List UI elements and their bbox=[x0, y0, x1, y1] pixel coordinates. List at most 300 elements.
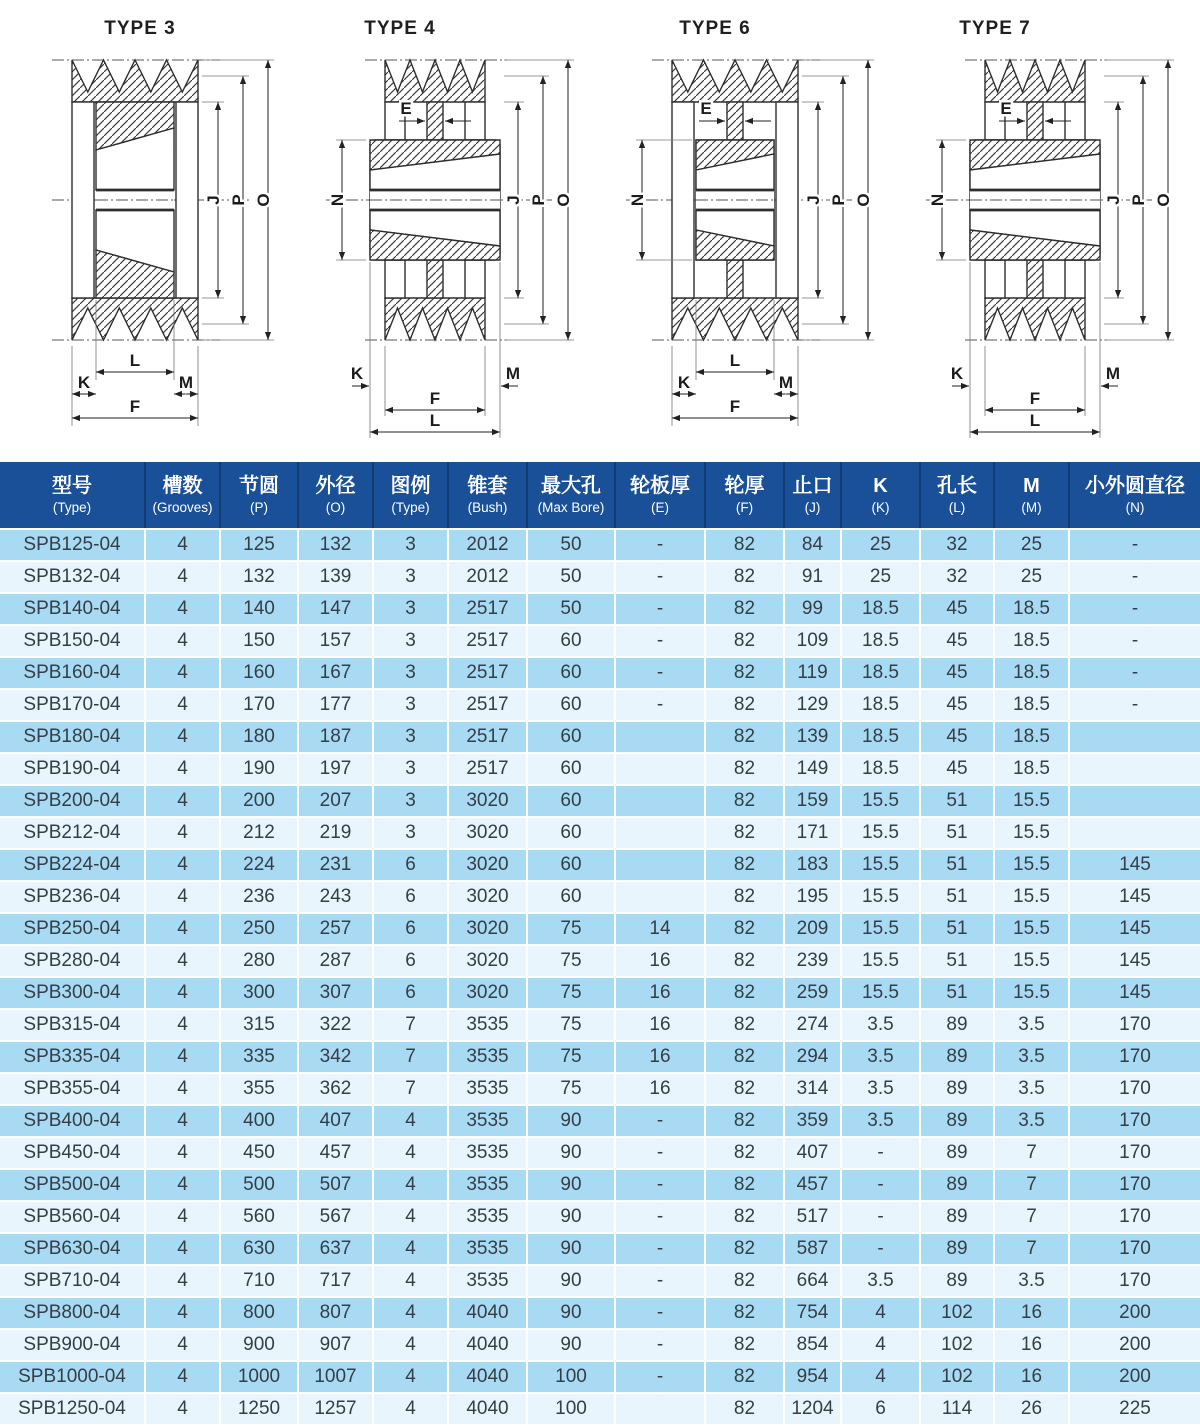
table-row bbox=[0, 817, 1200, 849]
model-cell: SPB710-04 bbox=[0, 1265, 145, 1297]
table-cell: 3.5 bbox=[841, 1041, 920, 1073]
table-cell: 3.5 bbox=[994, 1073, 1069, 1105]
svg-text:K: K bbox=[350, 364, 364, 383]
table-cell: - bbox=[1069, 561, 1200, 593]
table-cell: 200 bbox=[1069, 1361, 1200, 1393]
column-header bbox=[1069, 462, 1200, 529]
table-cell: 259 bbox=[784, 977, 841, 1009]
table-row bbox=[0, 945, 1200, 977]
table-cell: 3020 bbox=[448, 817, 527, 849]
table-cell: - bbox=[841, 1137, 920, 1169]
svg-text:P: P bbox=[829, 194, 848, 206]
column-header-en: (J) bbox=[804, 499, 821, 515]
table-cell: 159 bbox=[784, 785, 841, 817]
table-cell: 145 bbox=[1069, 849, 1200, 881]
svg-text:F: F bbox=[429, 389, 441, 408]
column-header-zh: 轮板厚 bbox=[630, 474, 690, 497]
table-cell: 50 bbox=[527, 529, 615, 561]
table-cell: 2517 bbox=[448, 625, 527, 657]
table-cell: - bbox=[1069, 529, 1200, 561]
table-cell: - bbox=[1069, 593, 1200, 625]
table-cell: 90 bbox=[527, 1137, 615, 1169]
table-row bbox=[0, 849, 1200, 881]
column-header bbox=[220, 462, 298, 529]
table-cell: 250 bbox=[220, 913, 298, 945]
table-cell: 183 bbox=[784, 849, 841, 881]
table-cell: 18.5 bbox=[841, 689, 920, 721]
table-cell: 3020 bbox=[448, 945, 527, 977]
table-cell: 322 bbox=[298, 1009, 373, 1041]
column-header-en: (E) bbox=[651, 499, 669, 515]
table-cell: 3.5 bbox=[841, 1265, 920, 1297]
table-row bbox=[0, 1137, 1200, 1169]
svg-text:O: O bbox=[854, 193, 873, 207]
table-cell: 315 bbox=[220, 1009, 298, 1041]
table-cell: 90 bbox=[527, 1297, 615, 1329]
model-cell: SPB140-04 bbox=[0, 593, 145, 625]
table-cell: 60 bbox=[527, 849, 615, 881]
model-cell: SPB1000-04 bbox=[0, 1361, 145, 1393]
table-cell: - bbox=[1069, 689, 1200, 721]
column-header bbox=[705, 462, 784, 529]
table-cell: 99 bbox=[784, 593, 841, 625]
table-cell: 82 bbox=[705, 1105, 784, 1137]
model-cell: SPB800-04 bbox=[0, 1297, 145, 1329]
table-cell: 90 bbox=[527, 1169, 615, 1201]
model-cell: SPB500-04 bbox=[0, 1169, 145, 1201]
table-cell: 170 bbox=[1069, 1169, 1200, 1201]
table-cell: 75 bbox=[527, 945, 615, 977]
svg-text:F: F bbox=[1029, 389, 1041, 408]
column-header-zh: 最大孔 bbox=[541, 474, 601, 497]
table-cell: 3535 bbox=[448, 1041, 527, 1073]
table-row bbox=[0, 977, 1200, 1009]
table-cell: 4 bbox=[145, 625, 220, 657]
table-cell: 140 bbox=[220, 593, 298, 625]
table-cell: 4040 bbox=[448, 1297, 527, 1329]
model-cell: SPB250-04 bbox=[0, 913, 145, 945]
model-cell: SPB236-04 bbox=[0, 881, 145, 913]
table-cell: 90 bbox=[527, 1329, 615, 1361]
table-cell: 15.5 bbox=[841, 785, 920, 817]
svg-text:N: N bbox=[928, 193, 947, 207]
table-row bbox=[0, 1329, 1200, 1361]
table-cell: 51 bbox=[920, 913, 994, 945]
table-cell: 4040 bbox=[448, 1361, 527, 1393]
model-cell: SPB560-04 bbox=[0, 1201, 145, 1233]
table-cell: 4 bbox=[145, 1201, 220, 1233]
table-cell bbox=[615, 785, 705, 817]
table-cell: 45 bbox=[920, 689, 994, 721]
table-row bbox=[0, 1233, 1200, 1265]
table-cell: 7 bbox=[373, 1041, 448, 1073]
table-cell: 4 bbox=[145, 1265, 220, 1297]
column-header-zh: 锥套 bbox=[467, 474, 508, 497]
table-row bbox=[0, 1361, 1200, 1393]
svg-text:M: M bbox=[778, 373, 794, 392]
svg-text:E: E bbox=[1000, 99, 1012, 118]
table-cell: 170 bbox=[1069, 1105, 1200, 1137]
table-cell: 4 bbox=[145, 1169, 220, 1201]
table-cell: 355 bbox=[220, 1073, 298, 1105]
table-cell: 407 bbox=[784, 1137, 841, 1169]
svg-text:F: F bbox=[129, 397, 141, 416]
table-cell: 149 bbox=[784, 753, 841, 785]
table-cell: 82 bbox=[705, 913, 784, 945]
diagram-type-7 bbox=[900, 0, 1200, 462]
table-cell: 167 bbox=[298, 657, 373, 689]
table-cell: 82 bbox=[705, 1169, 784, 1201]
table-cell: 4 bbox=[145, 561, 220, 593]
table-cell: 82 bbox=[705, 785, 784, 817]
table-cell: - bbox=[615, 1233, 705, 1265]
svg-text:N: N bbox=[328, 193, 347, 207]
table-cell: 4 bbox=[373, 1297, 448, 1329]
table-cell: 60 bbox=[527, 721, 615, 753]
table-cell: 18.5 bbox=[841, 593, 920, 625]
table-cell: 15.5 bbox=[994, 817, 1069, 849]
table-cell: 32 bbox=[920, 561, 994, 593]
table-cell: 18.5 bbox=[994, 593, 1069, 625]
model-cell: SPB180-04 bbox=[0, 721, 145, 753]
table-cell: 200 bbox=[1069, 1329, 1200, 1361]
table-cell: 3535 bbox=[448, 1265, 527, 1297]
column-header-en: (Type) bbox=[391, 499, 430, 515]
table-cell: 3.5 bbox=[841, 1073, 920, 1105]
table-cell: 4 bbox=[145, 945, 220, 977]
table-cell: - bbox=[841, 1201, 920, 1233]
table-cell: 18.5 bbox=[841, 721, 920, 753]
table-cell: 4 bbox=[145, 657, 220, 689]
table-row bbox=[0, 1009, 1200, 1041]
table-cell: 517 bbox=[784, 1201, 841, 1233]
table-cell: 16 bbox=[994, 1361, 1069, 1393]
table-cell: - bbox=[615, 561, 705, 593]
table-cell: 82 bbox=[705, 1393, 784, 1425]
table-cell: 4 bbox=[373, 1233, 448, 1265]
table-cell: 82 bbox=[705, 1201, 784, 1233]
table-cell: 4 bbox=[145, 1009, 220, 1041]
table-cell: 457 bbox=[784, 1169, 841, 1201]
table-cell: 15.5 bbox=[994, 881, 1069, 913]
table-cell: 754 bbox=[784, 1297, 841, 1329]
table-cell: 1257 bbox=[298, 1393, 373, 1425]
table-cell: 1204 bbox=[784, 1393, 841, 1425]
table-cell: 231 bbox=[298, 849, 373, 881]
table-cell: 51 bbox=[920, 785, 994, 817]
table-cell: - bbox=[841, 1169, 920, 1201]
table-cell: 16 bbox=[615, 1009, 705, 1041]
table-cell: 102 bbox=[920, 1329, 994, 1361]
table-cell: 224 bbox=[220, 849, 298, 881]
table-cell: 114 bbox=[920, 1393, 994, 1425]
table-cell: 60 bbox=[527, 881, 615, 913]
table-cell: 45 bbox=[920, 657, 994, 689]
table-cell: 457 bbox=[298, 1137, 373, 1169]
table-cell: 314 bbox=[784, 1073, 841, 1105]
table-cell: - bbox=[615, 1329, 705, 1361]
table-cell: 7 bbox=[994, 1169, 1069, 1201]
column-header-en: (Bush) bbox=[467, 499, 508, 515]
table-cell: 119 bbox=[784, 657, 841, 689]
table-cell: 25 bbox=[994, 561, 1069, 593]
table-cell bbox=[615, 753, 705, 785]
table-cell bbox=[1069, 721, 1200, 753]
column-header-en: (M) bbox=[1021, 499, 1042, 515]
table-cell: 3020 bbox=[448, 913, 527, 945]
svg-text:O: O bbox=[254, 193, 273, 207]
table-cell: 3020 bbox=[448, 977, 527, 1009]
table-cell: 3535 bbox=[448, 1137, 527, 1169]
table-cell: 60 bbox=[527, 785, 615, 817]
svg-text:K: K bbox=[677, 373, 691, 392]
table-cell bbox=[615, 721, 705, 753]
table-cell: 15.5 bbox=[994, 849, 1069, 881]
table-cell: 15.5 bbox=[841, 945, 920, 977]
table-cell: 125 bbox=[220, 529, 298, 561]
table-cell: 3.5 bbox=[994, 1009, 1069, 1041]
table-cell: - bbox=[615, 1169, 705, 1201]
table-cell: 4 bbox=[373, 1393, 448, 1425]
table-cell: 82 bbox=[705, 977, 784, 1009]
table-cell: 4 bbox=[373, 1329, 448, 1361]
svg-text:F: F bbox=[729, 397, 741, 416]
table-cell: 362 bbox=[298, 1073, 373, 1105]
column-header bbox=[615, 462, 705, 529]
table-cell: 4 bbox=[145, 849, 220, 881]
table-cell: 90 bbox=[527, 1201, 615, 1233]
diagram-type-6 bbox=[600, 0, 900, 462]
table-cell: 400 bbox=[220, 1105, 298, 1137]
table-cell: 75 bbox=[527, 1073, 615, 1105]
svg-text:E: E bbox=[700, 99, 712, 118]
table-cell: 170 bbox=[1069, 1265, 1200, 1297]
table-cell: 82 bbox=[705, 1009, 784, 1041]
table-cell: 45 bbox=[920, 721, 994, 753]
table-cell: 89 bbox=[920, 1073, 994, 1105]
svg-text:K: K bbox=[950, 364, 964, 383]
svg-text:L: L bbox=[1029, 411, 1041, 430]
table-cell: 2012 bbox=[448, 529, 527, 561]
table-cell: 16 bbox=[615, 1073, 705, 1105]
table-cell: 209 bbox=[784, 913, 841, 945]
table-cell: 170 bbox=[1069, 1137, 1200, 1169]
table-cell: 60 bbox=[527, 753, 615, 785]
table-cell: 1007 bbox=[298, 1361, 373, 1393]
table-cell: 82 bbox=[705, 1265, 784, 1297]
column-header-zh: 型号 bbox=[52, 474, 92, 497]
model-cell: SPB900-04 bbox=[0, 1329, 145, 1361]
column-header-zh: 止口 bbox=[792, 474, 833, 497]
model-cell: SPB1250-04 bbox=[0, 1393, 145, 1425]
table-cell bbox=[615, 1393, 705, 1425]
column-header-zh: 节圆 bbox=[239, 474, 279, 497]
table-cell: 239 bbox=[784, 945, 841, 977]
svg-text:J: J bbox=[804, 195, 823, 205]
table-cell bbox=[1069, 785, 1200, 817]
table-cell: 82 bbox=[705, 753, 784, 785]
table-cell: 16 bbox=[615, 945, 705, 977]
table-cell: 207 bbox=[298, 785, 373, 817]
table-cell: 145 bbox=[1069, 881, 1200, 913]
table-cell: 900 bbox=[220, 1329, 298, 1361]
table-cell: - bbox=[615, 1105, 705, 1137]
table-cell: 4 bbox=[373, 1169, 448, 1201]
table-cell: 177 bbox=[298, 689, 373, 721]
table-cell: 7 bbox=[373, 1009, 448, 1041]
model-cell: SPB132-04 bbox=[0, 561, 145, 593]
table-cell: 132 bbox=[298, 529, 373, 561]
pulley-drawing bbox=[0, 0, 300, 462]
column-header-zh: 小外圆直径 bbox=[1085, 474, 1185, 497]
svg-text:J: J bbox=[504, 195, 523, 205]
table-cell: 3535 bbox=[448, 1105, 527, 1137]
table-cell: 82 bbox=[705, 625, 784, 657]
table-cell: 145 bbox=[1069, 977, 1200, 1009]
model-cell: SPB160-04 bbox=[0, 657, 145, 689]
table-cell: 2517 bbox=[448, 753, 527, 785]
table-cell: 854 bbox=[784, 1329, 841, 1361]
table-cell: 18.5 bbox=[841, 753, 920, 785]
table-cell: 3 bbox=[373, 625, 448, 657]
table-cell: 145 bbox=[1069, 945, 1200, 977]
model-cell: SPB212-04 bbox=[0, 817, 145, 849]
table-cell: 132 bbox=[220, 561, 298, 593]
column-header-zh: K bbox=[873, 474, 888, 497]
column-header-zh: 图例 bbox=[390, 474, 431, 497]
table-cell: 25 bbox=[994, 529, 1069, 561]
svg-text:M: M bbox=[1105, 364, 1121, 383]
table-cell: 14 bbox=[615, 913, 705, 945]
table-cell: 170 bbox=[1069, 1233, 1200, 1265]
table-cell: 100 bbox=[527, 1393, 615, 1425]
table-cell bbox=[1069, 817, 1200, 849]
diagram-type-3 bbox=[0, 0, 300, 462]
table-cell: 60 bbox=[527, 817, 615, 849]
table-cell: 170 bbox=[1069, 1201, 1200, 1233]
model-cell: SPB200-04 bbox=[0, 785, 145, 817]
table-cell: 82 bbox=[705, 945, 784, 977]
table-cell: - bbox=[841, 1233, 920, 1265]
table-row bbox=[0, 1073, 1200, 1105]
table-cell: 18.5 bbox=[994, 625, 1069, 657]
diagram-type-4 bbox=[300, 0, 600, 462]
model-cell: SPB224-04 bbox=[0, 849, 145, 881]
table-cell: 4 bbox=[145, 817, 220, 849]
table-row bbox=[0, 1041, 1200, 1073]
svg-text:P: P bbox=[529, 194, 548, 206]
table-cell: 170 bbox=[1069, 1041, 1200, 1073]
table-cell: 3.5 bbox=[994, 1265, 1069, 1297]
model-cell: SPB300-04 bbox=[0, 977, 145, 1009]
table-cell: 800 bbox=[220, 1297, 298, 1329]
table-cell: 257 bbox=[298, 913, 373, 945]
svg-text:P: P bbox=[1129, 194, 1148, 206]
table-cell: 3 bbox=[373, 817, 448, 849]
table-cell: 3020 bbox=[448, 849, 527, 881]
table-cell: 60 bbox=[527, 625, 615, 657]
model-cell: SPB400-04 bbox=[0, 1105, 145, 1137]
table-cell: 2517 bbox=[448, 657, 527, 689]
table-cell: 4 bbox=[145, 1361, 220, 1393]
table-cell: 6 bbox=[373, 849, 448, 881]
table-cell: 500 bbox=[220, 1169, 298, 1201]
table-cell: 4040 bbox=[448, 1329, 527, 1361]
table-cell: - bbox=[615, 1297, 705, 1329]
table-cell: 170 bbox=[1069, 1073, 1200, 1105]
table-cell: 82 bbox=[705, 1137, 784, 1169]
table-cell: 4 bbox=[145, 1393, 220, 1425]
table-cell: 3535 bbox=[448, 1169, 527, 1201]
table-cell: 280 bbox=[220, 945, 298, 977]
table-cell: 84 bbox=[784, 529, 841, 561]
table-cell: 26 bbox=[994, 1393, 1069, 1425]
table-cell: 274 bbox=[784, 1009, 841, 1041]
table-cell: 82 bbox=[705, 1073, 784, 1105]
table-cell: 4 bbox=[145, 1329, 220, 1361]
svg-text:J: J bbox=[1104, 195, 1123, 205]
table-row bbox=[0, 1201, 1200, 1233]
model-cell: SPB190-04 bbox=[0, 753, 145, 785]
pulley-diagrams bbox=[0, 0, 1200, 462]
column-header bbox=[920, 462, 994, 529]
table-cell: 287 bbox=[298, 945, 373, 977]
table-row bbox=[0, 721, 1200, 753]
model-cell: SPB630-04 bbox=[0, 1233, 145, 1265]
table-cell: 51 bbox=[920, 977, 994, 1009]
table-cell: 82 bbox=[705, 1297, 784, 1329]
table-cell: 3535 bbox=[448, 1233, 527, 1265]
table-cell: 139 bbox=[784, 721, 841, 753]
table-cell: 45 bbox=[920, 753, 994, 785]
column-header-zh: 槽数 bbox=[162, 474, 203, 497]
table-cell: 4 bbox=[373, 1201, 448, 1233]
table-cell: 212 bbox=[220, 817, 298, 849]
table-cell: 15.5 bbox=[994, 977, 1069, 1009]
model-cell: SPB355-04 bbox=[0, 1073, 145, 1105]
table-cell: 4 bbox=[145, 1105, 220, 1137]
table-row bbox=[0, 1393, 1200, 1425]
table-header bbox=[0, 462, 1200, 529]
table-cell: 15.5 bbox=[994, 913, 1069, 945]
table-cell: 90 bbox=[527, 1105, 615, 1137]
table-cell: 16 bbox=[615, 977, 705, 1009]
diagram-title: TYPE 4 bbox=[364, 18, 436, 39]
table-cell: 200 bbox=[220, 785, 298, 817]
table-cell: 335 bbox=[220, 1041, 298, 1073]
table-cell: 89 bbox=[920, 1169, 994, 1201]
column-header-en: (K) bbox=[871, 499, 890, 515]
table-cell: 187 bbox=[298, 721, 373, 753]
table-cell: 16 bbox=[994, 1329, 1069, 1361]
table-cell: 4 bbox=[145, 689, 220, 721]
table-cell: 51 bbox=[920, 945, 994, 977]
table-cell: 3 bbox=[373, 593, 448, 625]
table-cell: 160 bbox=[220, 657, 298, 689]
table-cell: - bbox=[615, 529, 705, 561]
table-cell: 15.5 bbox=[994, 785, 1069, 817]
table-cell: 1250 bbox=[220, 1393, 298, 1425]
table-cell: 807 bbox=[298, 1297, 373, 1329]
table-cell: 219 bbox=[298, 817, 373, 849]
table-cell: 150 bbox=[220, 625, 298, 657]
svg-text:L: L bbox=[129, 351, 141, 370]
model-cell: SPB315-04 bbox=[0, 1009, 145, 1041]
table-cell bbox=[615, 817, 705, 849]
column-header bbox=[448, 462, 527, 529]
table-cell: 200 bbox=[1069, 1297, 1200, 1329]
table-cell: 197 bbox=[298, 753, 373, 785]
